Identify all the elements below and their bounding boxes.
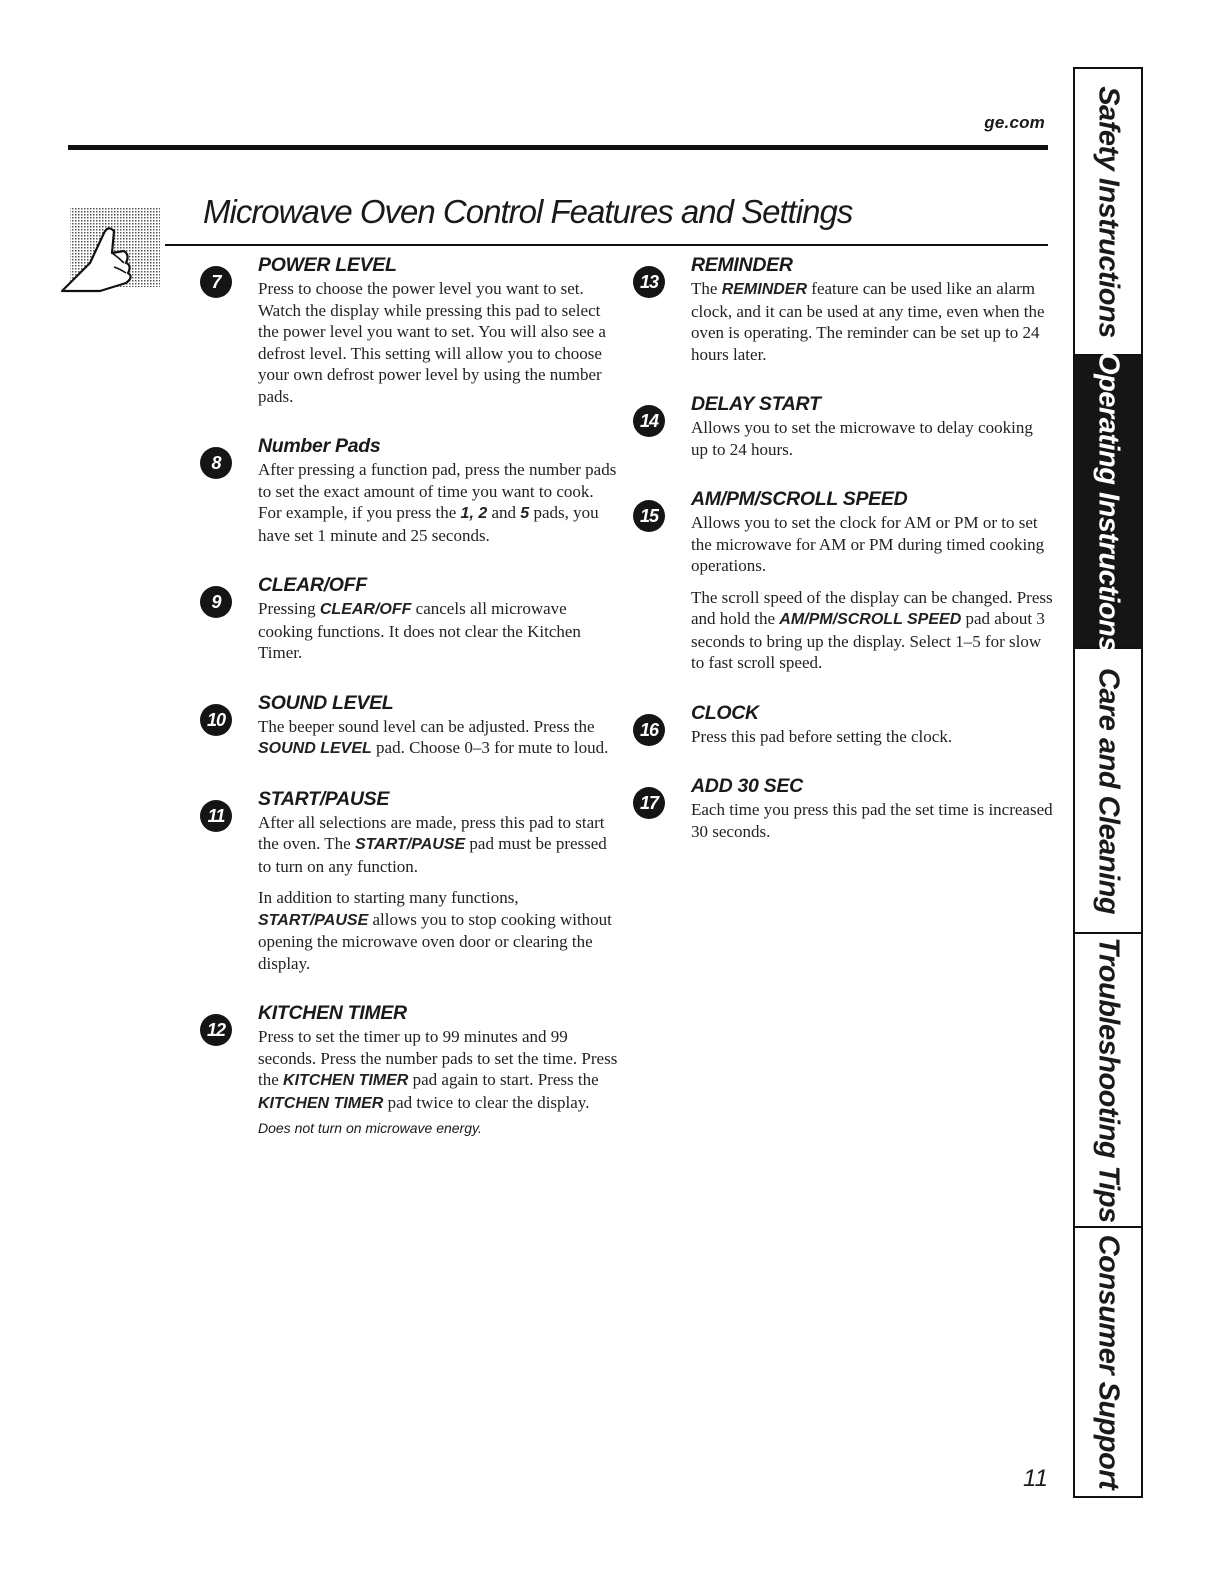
feature-item xyxy=(200,252,620,407)
text-run: pads, you have set 1 minute and 25 seconds. xyxy=(258,503,599,545)
pad-name: 1, 2 xyxy=(460,505,488,522)
item-description xyxy=(691,512,1053,577)
item-heading: POWER LEVEL xyxy=(258,254,397,276)
item-heading: START/PAUSE xyxy=(258,787,390,810)
item-number-badge: 13 xyxy=(633,266,665,298)
text-run: Press this pad before setting the clock. xyxy=(691,726,953,746)
item-description xyxy=(691,587,1053,674)
item-number-badge: 8 xyxy=(200,447,232,479)
right-column xyxy=(633,252,1053,868)
tab-operating-instructions[interactable] xyxy=(1075,351,1141,652)
pad-name: CLEAR/OFF xyxy=(319,601,412,618)
feature-item xyxy=(200,572,620,664)
text-run: pad twice to clear the display. xyxy=(383,1092,590,1112)
item-number-badge: 17 xyxy=(633,787,665,819)
tab-label: Troubleshooting Tips xyxy=(1092,937,1125,1223)
tab-label: Safety Instructions xyxy=(1092,85,1125,338)
site-url: ge.com xyxy=(984,113,1045,132)
text-run: Allows you to set the microwave to delay cooking up to 24 hours. xyxy=(691,418,1033,459)
feature-item xyxy=(633,486,1053,674)
tab-safety-instructions[interactable] xyxy=(1075,69,1141,356)
item-number-badge: 9 xyxy=(200,586,232,618)
item-description xyxy=(258,278,620,407)
tab-consumer-support[interactable] xyxy=(1075,1228,1141,1496)
tab-label: Operating Instructions xyxy=(1092,351,1125,652)
item-heading: DELAY START xyxy=(691,393,821,415)
text-run: Press to choose the power level you want to set. Watch the display while pressing this pad to select the power level you want to set. You will also see a defrost level. This setting will allow you to choose your own defrost power level by using the number pads. xyxy=(258,279,606,406)
tab-troubleshooting-tips[interactable] xyxy=(1075,934,1141,1228)
feature-item xyxy=(200,786,620,975)
item-description xyxy=(258,459,620,546)
left-column xyxy=(200,252,620,1162)
text-run: Allows you to set the clock for AM or PM or to set the microwave for AM or PM during timed cooking operations. xyxy=(691,513,1045,575)
item-description xyxy=(258,716,620,760)
item-heading: KITCHEN TIMER xyxy=(258,1002,407,1024)
text-run: feature can be used like an alarm clock, and it can be used at any time, even when the oven is operating. The reminder can be set up to 24 hours later. xyxy=(691,279,1045,364)
header-rule xyxy=(68,145,1048,150)
feature-item xyxy=(633,252,1053,365)
item-number-badge: 11 xyxy=(200,800,232,832)
text-run: pad must be pressed to turn on any function. xyxy=(258,834,607,876)
text-run: pad. Choose 0–3 for mute to loud. xyxy=(371,738,609,757)
pad-name: 5 xyxy=(520,505,530,522)
text-run: After pressing a function pad, press the number pads to set the exact amount of time you want to cook. For example, if you press the xyxy=(258,460,617,522)
item-description xyxy=(691,278,1053,365)
feature-item xyxy=(633,773,1053,842)
pad-name: START/PAUSE xyxy=(258,911,369,929)
feature-item xyxy=(633,700,1053,748)
pad-name: KITCHEN TIMER xyxy=(283,1072,409,1089)
text-run: Press to set the timer up to 99 minutes and 99 seconds. Press the number pads to set the time. Press the xyxy=(258,1027,618,1089)
item-number-badge: 16 xyxy=(633,714,665,746)
item-description xyxy=(691,726,1053,748)
tab-label: Consumer Support xyxy=(1092,1234,1125,1490)
tab-label: Care and Cleaning xyxy=(1092,667,1125,914)
page-title: Microwave Oven Control Features and Settings xyxy=(203,193,853,230)
text-run: Each time you press this pad the set time is increased 30 seconds. xyxy=(691,800,1053,841)
text-run: and xyxy=(487,503,521,522)
item-number-badge: 15 xyxy=(633,500,665,532)
text-run: pad again to start. Press the xyxy=(408,1070,599,1089)
pad-name: SOUND LEVEL xyxy=(258,740,372,757)
pad-name: AM/PM/SCROLL SPEED xyxy=(779,611,962,628)
pad-name: REMINDER xyxy=(721,281,808,298)
item-number-badge: 10 xyxy=(200,704,232,736)
item-description xyxy=(691,799,1053,842)
item-heading: REMINDER xyxy=(691,254,793,276)
text-run: In addition to starting many functions, xyxy=(258,888,519,907)
text-run: cancels all microwave cooking functions. It does not clear the Kitchen Timer. xyxy=(258,599,581,662)
item-number-badge: 7 xyxy=(200,266,232,298)
item-description xyxy=(258,887,620,974)
text-run: pad about 3 seconds to bring up the display. Select 1–5 for slow to fast scroll speed. xyxy=(691,609,1045,672)
item-heading: ADD 30 SEC xyxy=(691,775,803,797)
text-run: Pressing xyxy=(258,599,320,618)
item-heading: SOUND LEVEL xyxy=(258,691,394,714)
text-run: allows you to stop cooking without opening the microwave oven door or clearing the display. xyxy=(258,909,612,973)
pad-name: KITCHEN TIMER xyxy=(258,1094,384,1112)
item-description xyxy=(691,417,1053,460)
item-heading: CLEAR/OFF xyxy=(258,574,367,596)
text-run: The beeper sound level can be adjusted. Press the xyxy=(258,716,595,736)
item-number-badge: 12 xyxy=(200,1014,232,1046)
page-number: 11 xyxy=(1023,1465,1048,1492)
hand-pressing-pad-icon xyxy=(60,205,165,295)
item-number-badge: 14 xyxy=(633,405,665,437)
section-tabs xyxy=(1073,67,1143,1498)
feature-item xyxy=(200,1000,620,1136)
item-description xyxy=(258,598,620,664)
title-rule xyxy=(165,244,1048,246)
pad-name: START/PAUSE xyxy=(354,836,466,853)
item-heading: AM/PM/SCROLL SPEED xyxy=(691,488,908,510)
item-description xyxy=(258,812,620,878)
text-run: The xyxy=(691,279,722,298)
feature-item xyxy=(200,690,620,760)
item-heading: Number Pads xyxy=(258,435,381,457)
item-heading: CLOCK xyxy=(691,701,759,724)
feature-item xyxy=(633,391,1053,460)
tab-care-and-cleaning[interactable] xyxy=(1075,649,1141,934)
text-run: After all selections are made, press this pad to start the oven. The xyxy=(258,812,605,853)
feature-item xyxy=(200,433,620,546)
item-description xyxy=(258,1026,620,1114)
text-run: The scroll speed of the display can be changed. Press and hold the xyxy=(691,587,1053,628)
item-note: Does not turn on microwave energy. xyxy=(258,1120,482,1136)
